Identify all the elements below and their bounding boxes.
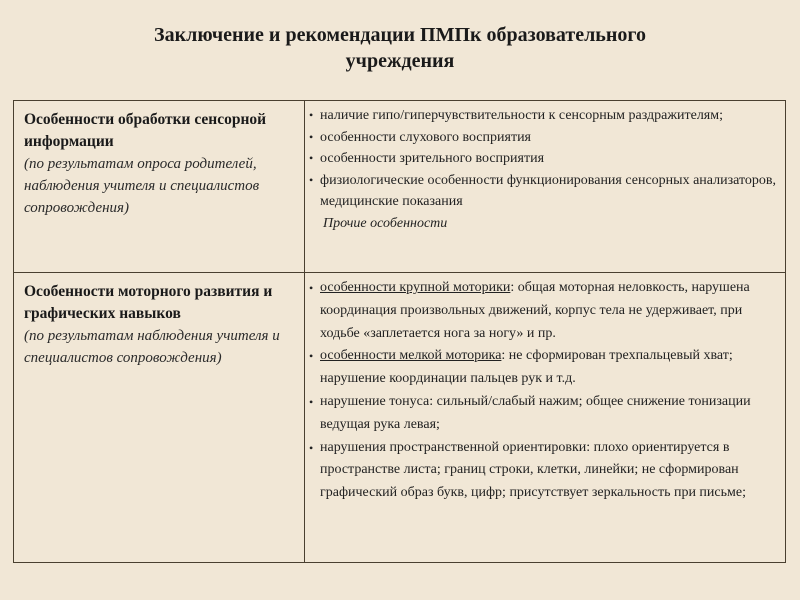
list-item-text: : общая моторная неловкость, нарушена координация произвольных движений, корпус тела не удерживает, при ходьбе «заплетается нога за ногу» и пр. — [320, 280, 750, 341]
slide-title-line-1: Заключение и рекомендации ПМПк образовательного — [154, 24, 646, 46]
list-item-text: нарушение тонуса: сильный/слабый нажим; общее снижение тонизации ведущая рука левая; — [320, 393, 751, 432]
sensory-heading: Особенности обработки сенсорной информации — [24, 111, 267, 150]
list-item — [309, 277, 779, 345]
list-item — [309, 148, 779, 170]
bullet-icon: • — [309, 129, 314, 144]
conclusion-table — [13, 100, 786, 563]
bullet-icon: • — [309, 172, 314, 187]
motor-source-note: (по результатам наблюдения учителя и специалистов сопровождения) — [24, 328, 280, 366]
sensory-label-cell — [14, 101, 305, 273]
list-item-lead: особенности мелкой моторика — [320, 348, 502, 364]
list-item — [309, 437, 779, 505]
list-item — [309, 105, 779, 127]
sensory-item-list — [309, 105, 779, 234]
slide-title-line-2: учреждения — [345, 50, 455, 72]
other-features-text: Прочие особенности — [323, 215, 448, 231]
motor-heading: Особенности моторного развития и графических навыков — [24, 283, 273, 322]
bullet-icon: • — [309, 151, 314, 165]
list-item-text: особенности слухового восприятия — [320, 129, 531, 145]
list-item-text: наличие гипо/гиперчувствительности к сенсорным раздражителям; — [320, 108, 723, 123]
bullet-icon: • — [309, 281, 314, 295]
bullet-icon: • — [309, 394, 314, 409]
bullet-icon: • — [309, 349, 314, 364]
list-item-text: : не сформирован трехпальцевый хват; нарушение координации пальцев рук и т.д. — [320, 348, 733, 387]
motor-item-list — [309, 277, 779, 505]
table-row-sensory — [14, 101, 786, 273]
list-item — [309, 391, 779, 437]
list-item-other — [309, 213, 779, 235]
list-item-lead: особенности крупной моторики — [320, 280, 511, 295]
list-item-text: физиологические особенности функционирования сенсорных анализаторов, медицинские показания — [320, 172, 777, 209]
bullet-icon: • — [309, 440, 314, 455]
list-item — [309, 170, 779, 213]
table-row-motor — [14, 273, 786, 563]
slide-title — [60, 22, 740, 74]
bullet-icon: • — [309, 108, 314, 122]
sensory-source-note: (по результатам опроса родителей, наблюдения учителя и специалистов сопровождения) — [24, 156, 260, 216]
list-item-text: особенности зрительного восприятия — [320, 151, 545, 166]
list-item — [309, 345, 779, 391]
sensory-items-cell — [305, 101, 786, 273]
list-item — [309, 127, 779, 149]
motor-items-cell — [305, 273, 786, 563]
motor-label-cell — [14, 273, 305, 563]
list-item-text: нарушения пространственной ориентировки: плохо ориентируется в пространстве листа; границ строки, клетки, линейки; не сформирован графический образ букв, цифр; присутствует зеркальность при письме; — [320, 439, 746, 501]
